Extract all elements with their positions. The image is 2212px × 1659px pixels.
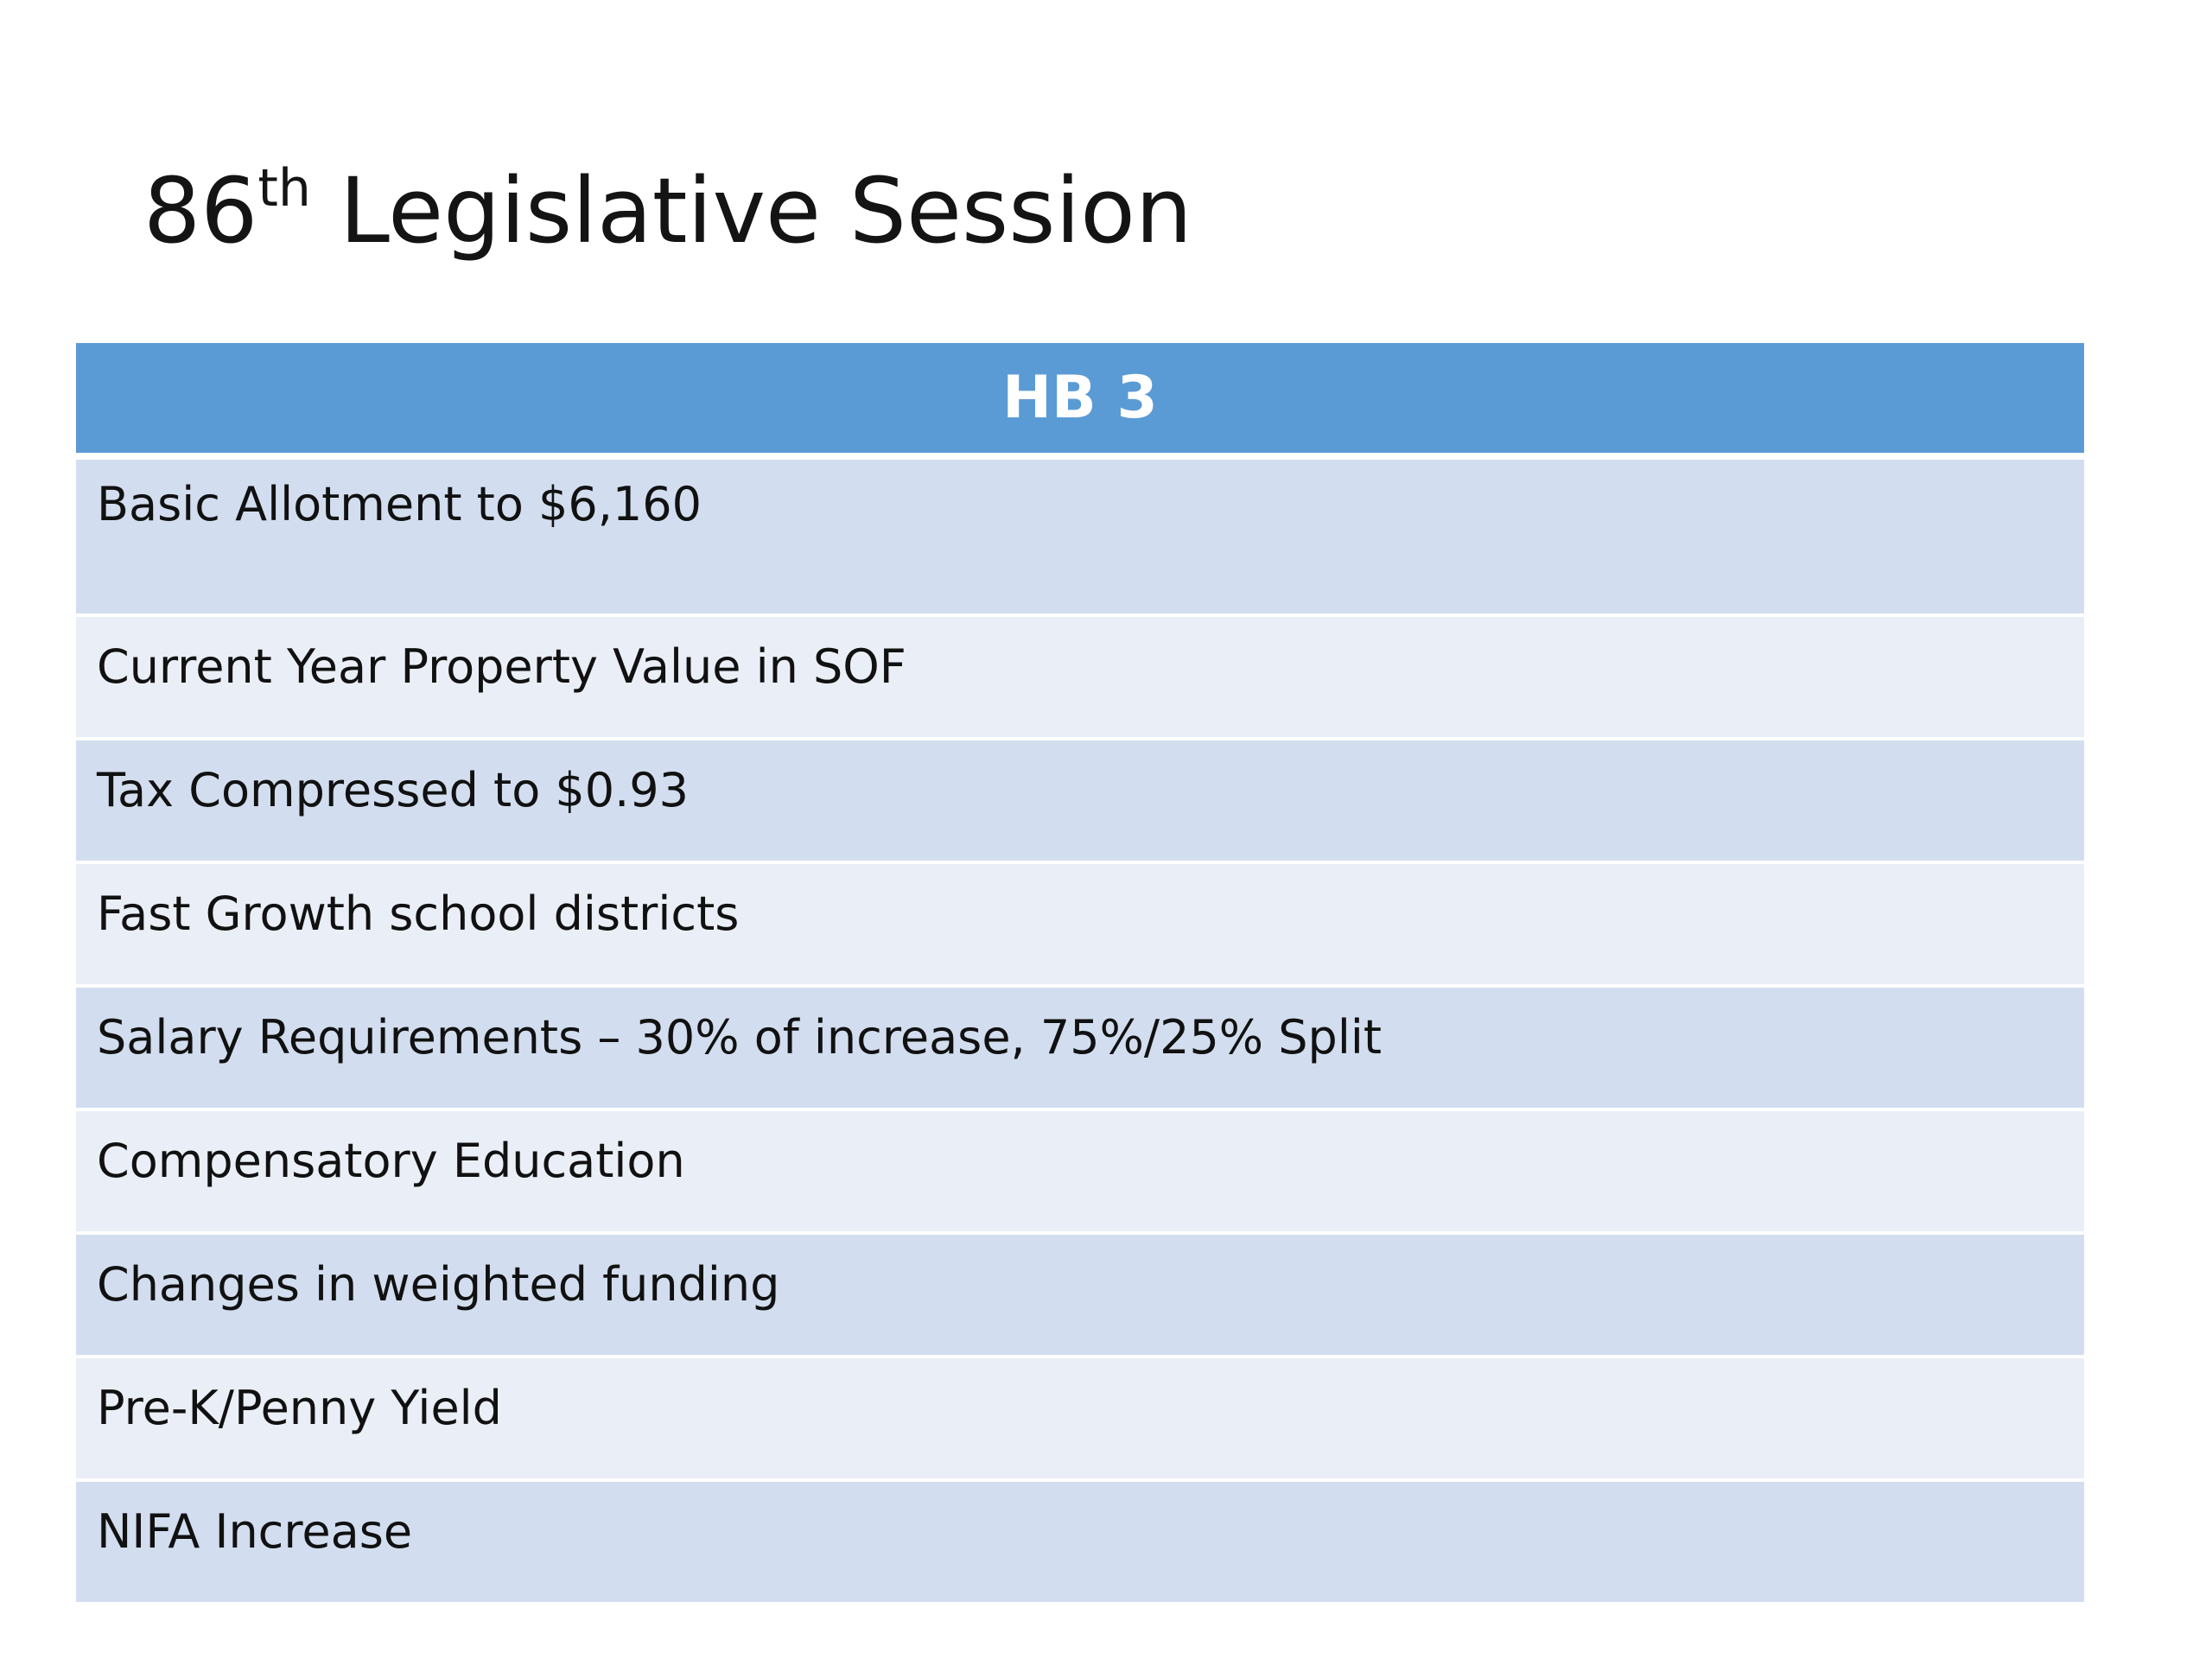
table-row-salary-requirements: Salary Requirements – 30% of increase, 75%/25% Split (76, 988, 2084, 1111)
table-row-nifa-increase: NIFA Increase (76, 1482, 2084, 1605)
table-row-weighted-funding: Changes in weighted funding (76, 1235, 2084, 1358)
table-row-basic-allotment: Basic Allotment to $6,160 (76, 460, 2084, 617)
hb3-table (76, 343, 2084, 1605)
title-ordinal-suffix: th (257, 158, 311, 219)
table-row-prek-penny-yield: Pre-K/Penny Yield (76, 1358, 2084, 1482)
slide-title (143, 157, 1192, 265)
table-row-property-value: Current Year Property Value in SOF (76, 617, 2084, 741)
table-header-label: HB 3 (1002, 364, 1158, 432)
title-text: Legislative Session (310, 158, 1192, 264)
table-row-fast-growth: Fast Growth school districts (76, 864, 2084, 988)
table-row-tax-compressed: Tax Compressed to $0.93 (76, 741, 2084, 864)
title-number: 86 (143, 158, 258, 264)
table-header (76, 343, 2084, 460)
table-row-compensatory-education: Compensatory Education (76, 1111, 2084, 1235)
